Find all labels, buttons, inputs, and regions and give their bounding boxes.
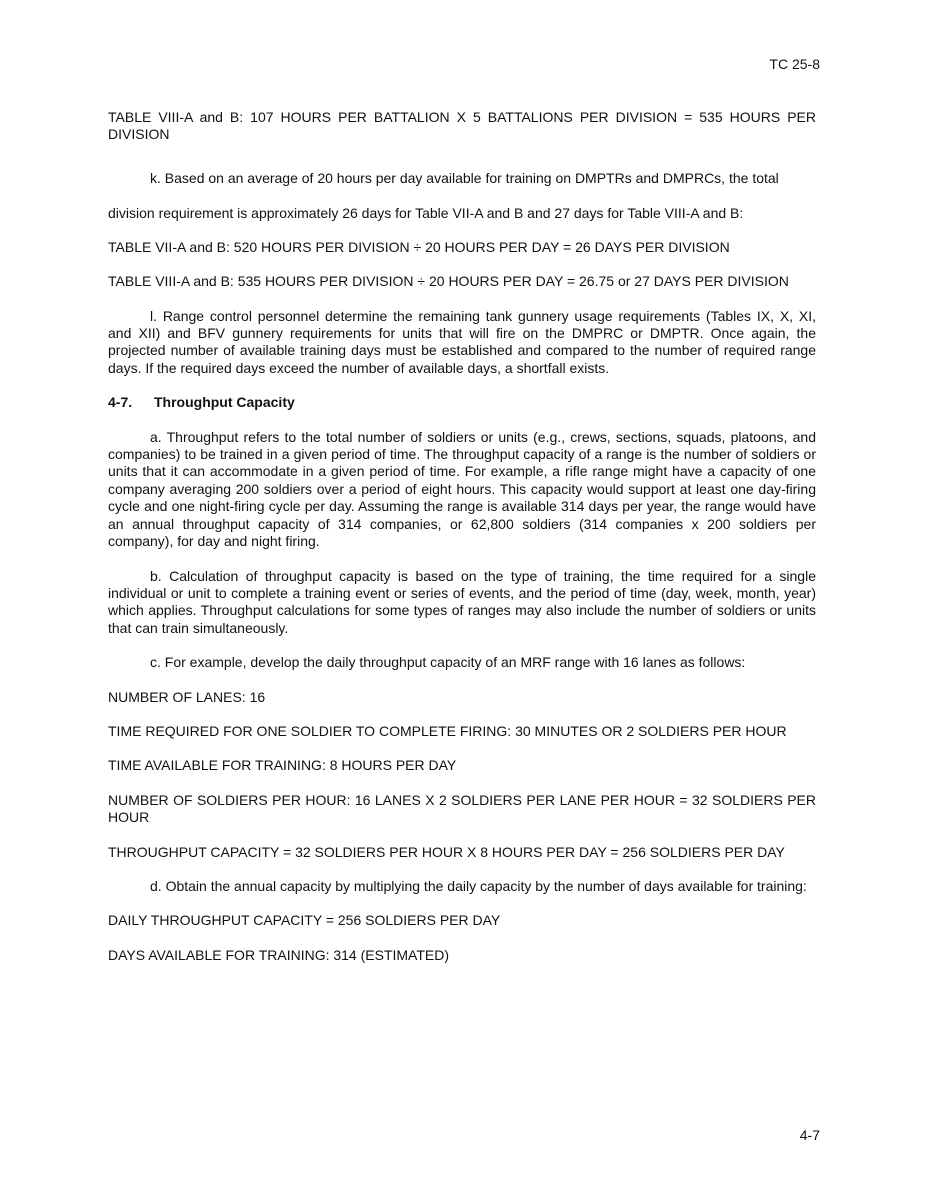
paragraph-a: a. Throughput refers to the total number of soldiers or units (e.g., crews, sections, squads, platoons, and companies) to be trained in a given period of time. The throughput capacity of a range is the number of soldiers or units that it can accommodate in a given period of time. For example, a rifle range might have a capacity of one company averaging 200 soldiers over a period of eight hours. This capacity would support at least one day-firing cycle and one night-firing cycle per day. Assuming the range is available 314 days per year, the range would have an annual throughput capacity of 314 companies, or 62,800 soldiers (314 companies x 200 soldiers per company), for day and night firing.: [108, 428, 816, 550]
calc-time-required: TIME REQUIRED FOR ONE SOLDIER TO COMPLETE FIRING: 30 MINUTES OR 2 SOLDIERS PER HOUR: [108, 722, 787, 739]
calc-soldiers-per-hour: NUMBER OF SOLDIERS PER HOUR: 16 LANES X 2 SOLDIERS PER LANE PER HOUR = 32 SOLDIERS PER HOUR: [108, 791, 816, 826]
paragraph-k: k. Based on an average of 20 hours per day available for training on DMPTRs and DMPRCs, the total division requirement is approximately 26 days for Table VII-A and B and 27 days for Table VIII-A and B:: [108, 169, 779, 221]
paragraph-d: d. Obtain the annual capacity by multiplying the daily capacity by the number of days available for training:: [150, 877, 807, 894]
table-viii-division-hours: TABLE VIII-A and B: 107 HOURS PER BATTALION X 5 BATTALIONS PER DIVISION = 535 HOURS PER DIVISION: [108, 109, 816, 143]
calc-time-available: TIME AVAILABLE FOR TRAINING: 8 HOURS PER DAY: [108, 757, 457, 774]
table-vii-days: TABLE VII-A and B: 520 HOURS PER DIVISION ÷ 20 HOURS PER DAY = 26 DAYS PER DIVISION: [108, 238, 730, 255]
calc-lanes: NUMBER OF LANES: 16: [108, 688, 266, 705]
paragraph-l: l. Range control personnel determine the remaining tank gunnery usage requirements (Tables IX, X, XI, and XII) and BFV gunnery requirements for units that will fire on the DMPRC or DMPTR. Once again, the projected number of available training days must be established and compared to the number of required range days. If the required days exceed the number of available days, a shortfall exists.: [108, 307, 816, 376]
calc-daily-capacity: DAILY THROUGHPUT CAPACITY = 256 SOLDIERS PER DAY: [108, 912, 501, 929]
calc-throughput: THROUGHPUT CAPACITY = 32 SOLDIERS PER HOUR X 8 HOURS PER DAY = 256 SOLDIERS PER DAY: [108, 843, 785, 860]
page-body: [108, 109, 816, 981]
calc-days-available: DAYS AVAILABLE FOR TRAINING: 314 (ESTIMATED): [108, 946, 450, 963]
paragraph-b: b. Calculation of throughput capacity is based on the type of training, the time required for a single individual or unit to complete a training event or series of events, and the period of time (day, week, month, year) which applies. Throughput calculations for some types of ranges may also include the number of soldiers or units that can train simultaneously.: [108, 567, 816, 636]
section-title: Throughput Capacity: [154, 394, 295, 411]
paragraph-c: c. For example, develop the daily throughput capacity of an MRF range with 16 lanes as follows:: [150, 654, 746, 671]
document-id: TC 25-8: [769, 56, 820, 72]
page-number: 4-7: [799, 1127, 820, 1143]
table-viii-days: TABLE VIII-A and B: 535 HOURS PER DIVISION ÷ 20 HOURS PER DAY = 26.75 or 27 DAYS PER DIVISION: [108, 273, 789, 290]
section-heading: [108, 394, 816, 411]
section-number: 4-7.: [108, 394, 133, 411]
